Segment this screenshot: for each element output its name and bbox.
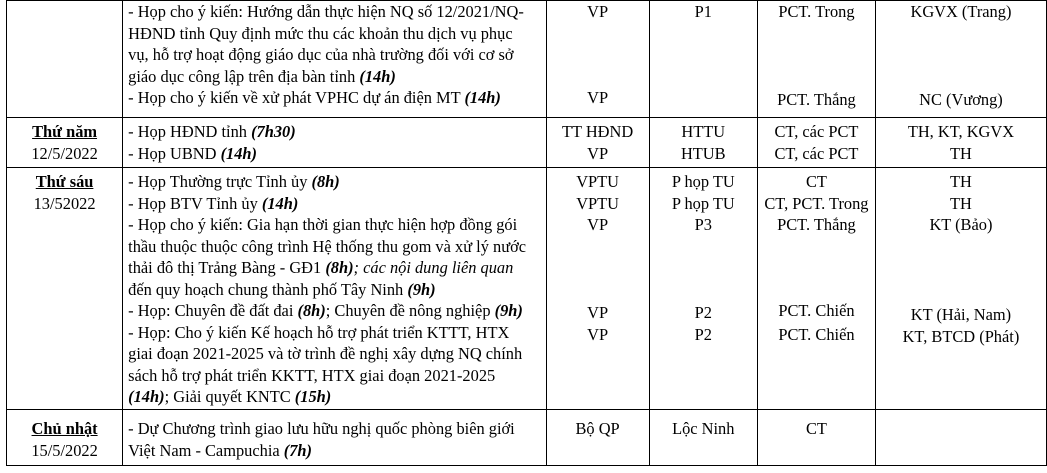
- participants-cell: TH TH KT (Bảo) KT (Hải, Nam) KT, BTCD (Phát): [875, 168, 1046, 410]
- activity-item: - Họp BTV Tỉnh ủy (14h): [128, 193, 299, 213]
- participants-cell: [875, 410, 1046, 466]
- activity-item: - Họp cho ý kiến: Hướng dẫn thực hiện NQ số 12/2021/NQ- HĐND tỉnh Quy định mức thu các khoản thu dịch vụ phục vụ, hỗ trợ hoạt động giáo dục của nhà trường đối với cơ sở giáo dục công lập trên địa bàn tỉnh (14h): [128, 2, 524, 86]
- activity-time: (8h): [325, 258, 354, 277]
- activity-item: - Họp cho ý kiến: Gia hạn thời gian thực hiện hợp đồng gói thầu thuộc thuộc công trình Hệ thống thu gom và xử lý nước thải đô thị Trảng Bàng - GĐ1 (8h); các nội dung liên quan đến quy hoạch chung thành phố Tây Ninh (9h): [128, 215, 527, 299]
- day-cell: [7, 410, 123, 466]
- day-date: 15/5/2022: [31, 440, 98, 460]
- activity-time: (8h): [297, 301, 326, 320]
- day-cell: [7, 118, 123, 168]
- activity-time: (14h): [220, 143, 258, 163]
- table-row: [7, 118, 1047, 168]
- activity-time: (9h): [494, 301, 523, 320]
- place-cell: Lộc Ninh: [649, 410, 757, 466]
- activities-cell: [123, 410, 547, 466]
- participants-cell: KGVX (Trang) NC (Vương): [875, 1, 1046, 118]
- day-date: 13/52022: [33, 193, 96, 213]
- lead-cell: CT: [758, 410, 876, 466]
- activity-time: (7h30): [251, 122, 296, 141]
- activities-cell: [123, 168, 547, 410]
- activity-time: (14h): [359, 66, 396, 86]
- participants-cell: TH, KT, KGVX TH: [875, 118, 1046, 168]
- unit-cell: VPTU VPTU VP VP VP: [546, 168, 649, 410]
- table-row: [7, 1, 1047, 118]
- activity-item: - Họp: Cho ý kiến Kế hoạch hỗ trợ phát triển KTTT, HTX giai đoạn 2021-2025 và tờ trình đề nghị xây dựng NQ chính sách hỗ trợ phát triển KKTT, HTX giai đoạn 2021-2025 (14h); Giải quyết KNTC (15h): [128, 322, 523, 406]
- activity-time: (14h): [464, 88, 501, 107]
- day-cell: [7, 1, 123, 118]
- schedule-table: [6, 0, 1047, 466]
- activity-time: (7h): [283, 440, 312, 460]
- activity-time: (15h): [294, 387, 332, 406]
- unit-cell: VP VP: [546, 1, 649, 118]
- activity-time: (9h): [407, 279, 436, 299]
- place-cell: P1: [649, 1, 757, 118]
- activity-time: (8h): [311, 172, 340, 191]
- activity-item: - Họp cho ý kiến về xử phát VPHC dự án điện MT (14h): [128, 88, 501, 107]
- activity-item: - Họp: Chuyên đề đất đai (8h); Chuyên đề nông nghiệp (9h): [128, 301, 523, 320]
- lead-cell: CT CT, PCT. Trong PCT. Thắng PCT. Chiến PCT. Chiến: [758, 168, 876, 410]
- activity-item: - Họp UBND (14h): [128, 143, 258, 163]
- day-cell: [7, 168, 123, 410]
- unit-cell: TT HĐND VP: [546, 118, 649, 168]
- activity-time: (14h): [128, 387, 165, 406]
- table-row: [7, 168, 1047, 410]
- activities-cell: [123, 1, 547, 118]
- place-cell: P họp TU P họp TU P3 P2 P2: [649, 168, 757, 410]
- activities-cell: [123, 118, 547, 168]
- place-cell: HTTU HTUB: [649, 118, 757, 168]
- day-name: Chủ nhật: [31, 419, 98, 438]
- day-date: 12/5/2022: [31, 143, 98, 163]
- table-row: [7, 410, 1047, 466]
- activity-item: - Họp Thường trực Tỉnh ủy (8h): [128, 172, 340, 191]
- unit-cell: Bộ QP: [546, 410, 649, 466]
- activity-item: - Họp HĐND tỉnh (7h30): [128, 122, 296, 141]
- activity-item: - Dự Chương trình giao lưu hữu nghị quốc phòng biên giới Việt Nam - Campuchia (7h): [128, 419, 515, 460]
- lead-cell: CT, các PCT CT, các PCT: [758, 118, 876, 168]
- activity-time: (14h): [261, 193, 299, 213]
- day-name: Thứ năm: [32, 122, 98, 141]
- lead-cell: PCT. Trong PCT. Thắng: [758, 1, 876, 118]
- day-name: Thứ sáu: [35, 172, 94, 191]
